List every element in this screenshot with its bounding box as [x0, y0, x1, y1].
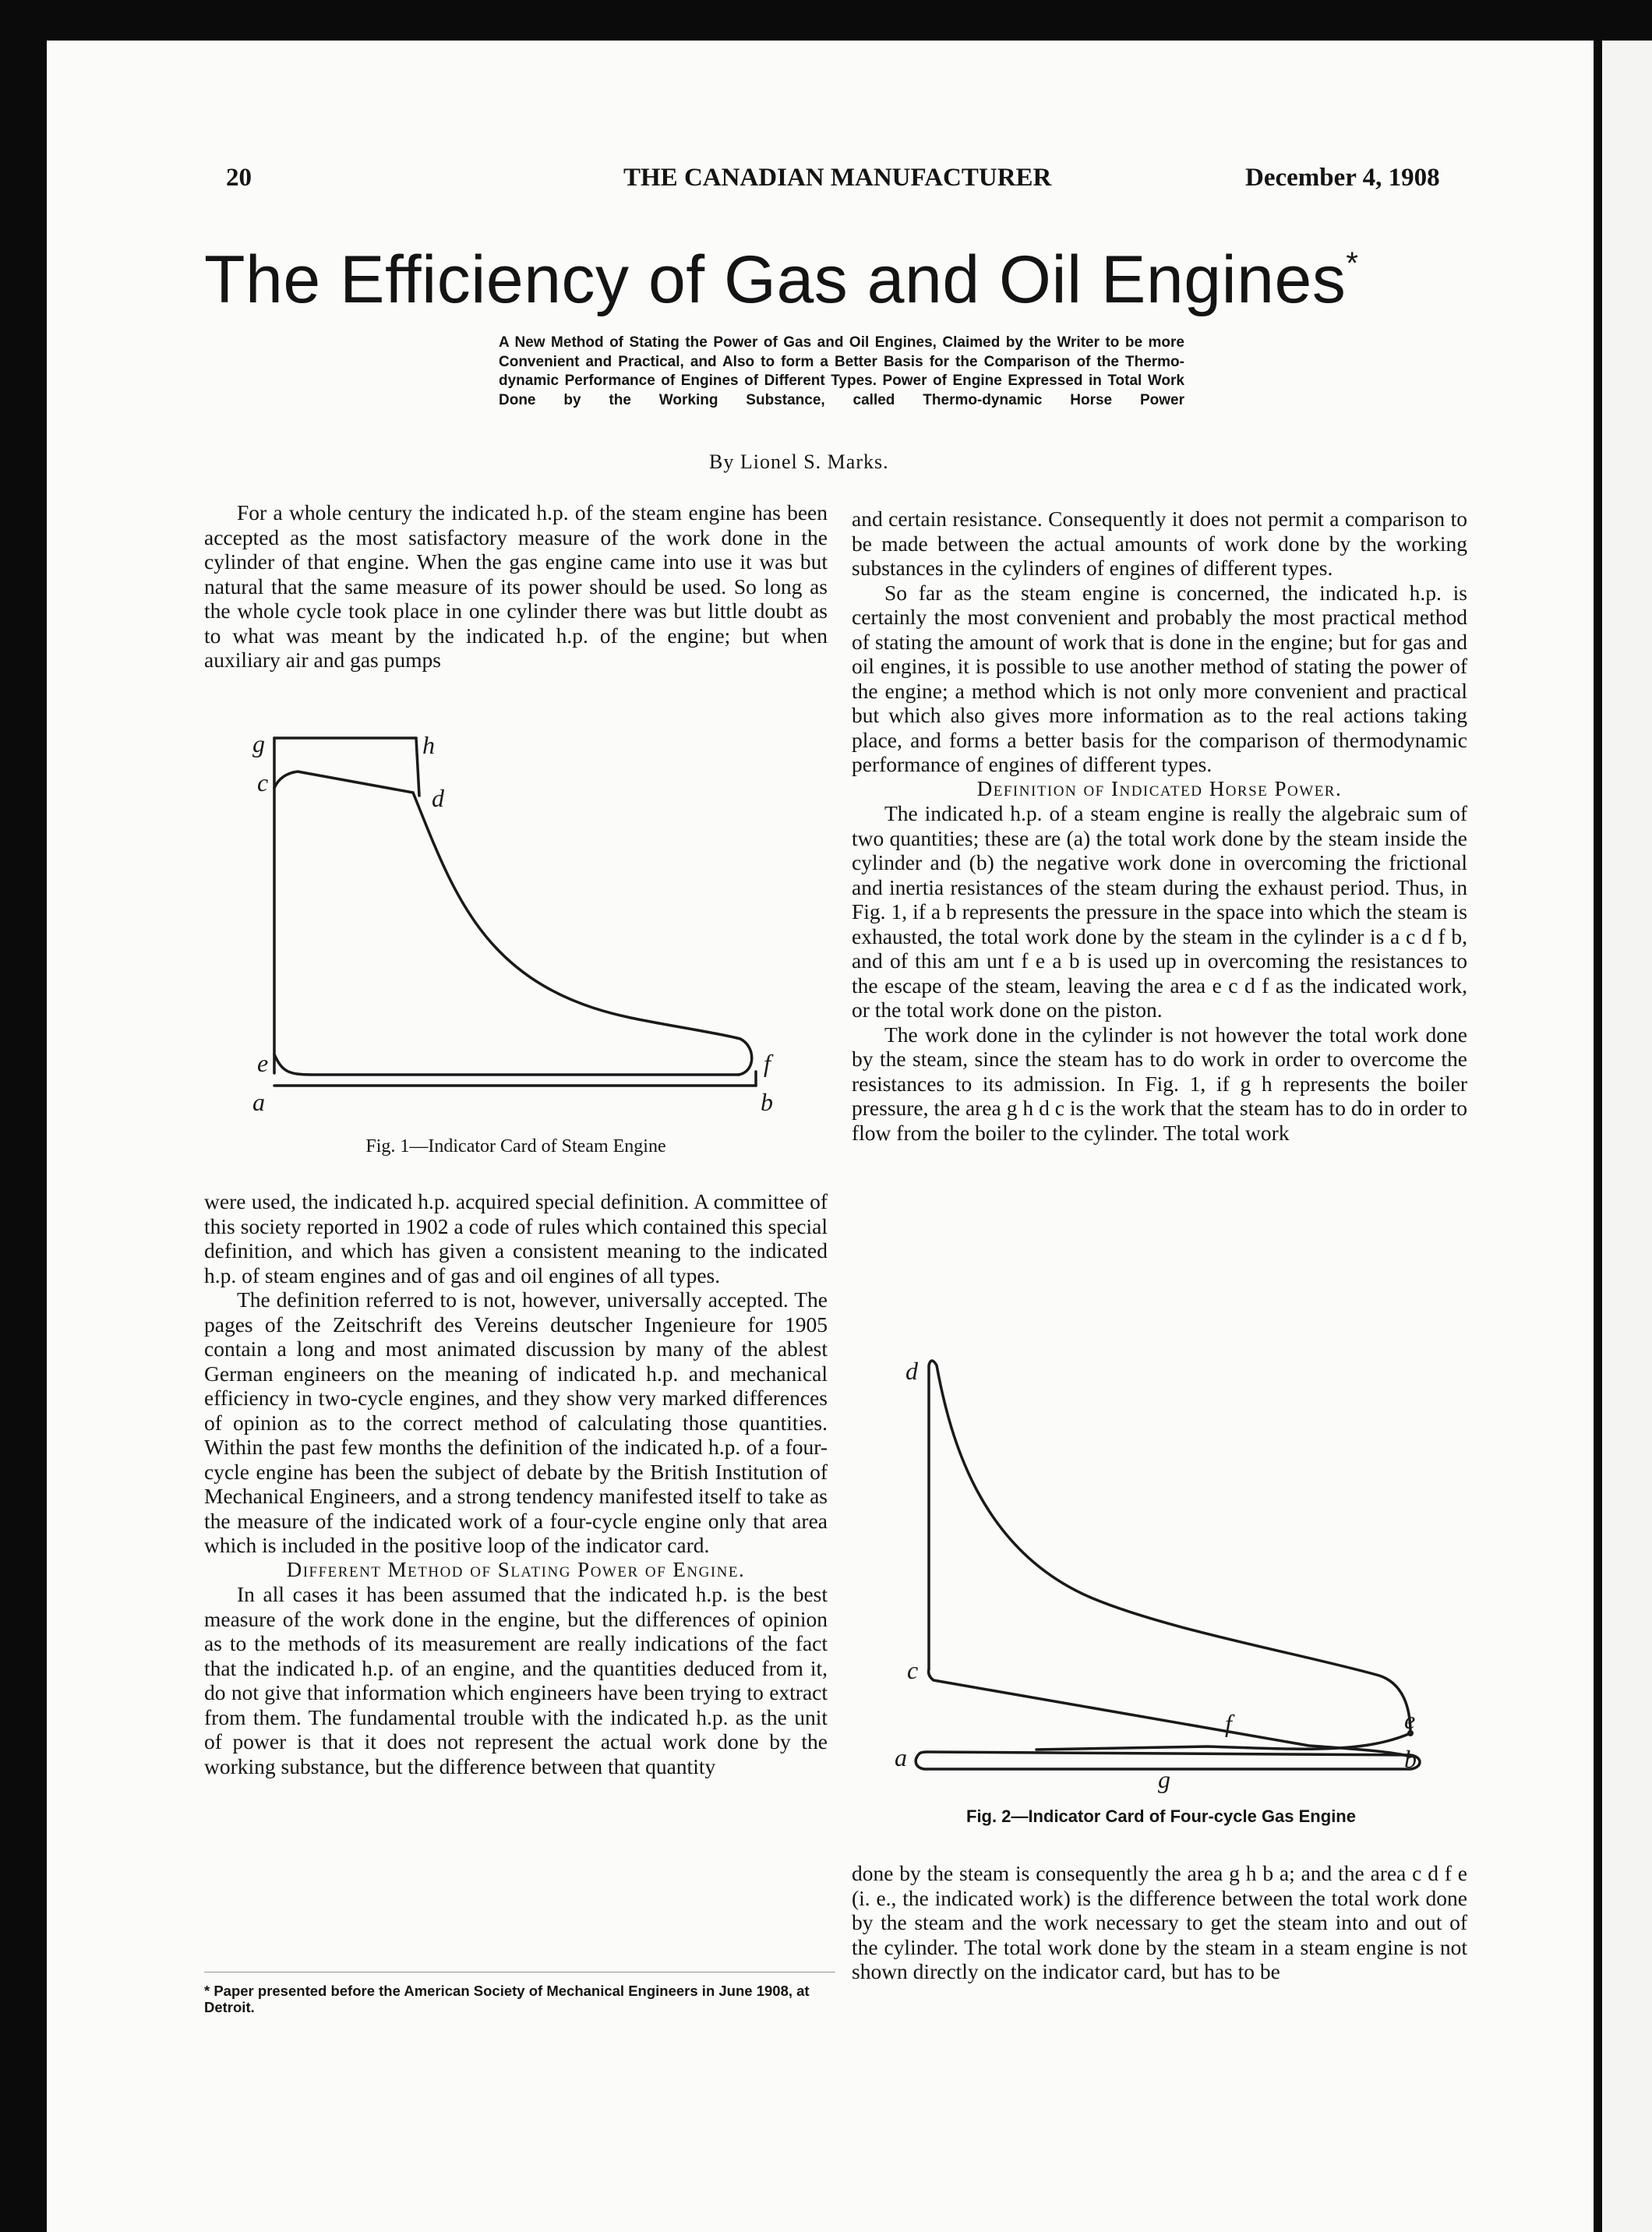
paragraph: The work done in the cylinder is not however the total work done by the steam, since the steam has to do work in order to overcome the resistances to its admission. In Fig. 1, if g h represents the boiler pressure, the area g h d c is the work that the steam has to do in order to flow from the boiler to the cylinder. The total work: [852, 1022, 1467, 1145]
fig1-label-f: f: [764, 1049, 771, 1077]
fig2-expansion-line-de: [929, 1361, 1410, 1733]
publication-title: THE CANADIAN MANUFACTURER: [623, 164, 1052, 192]
section-heading: Different Method of Slating Power of Engine.: [286, 1557, 746, 1581]
fig2-label-a: a: [895, 1743, 907, 1771]
fig1-label-b: b: [761, 1088, 773, 1116]
fig1-exhaust-line-ef: [274, 1054, 739, 1075]
paragraph: The indicated h.p. of a steam engine is really the algebraic sum of two quantities; these are (a) the total work done by the steam inside the cylinder and (b) the negative work done in overcoming the frictional and inertia resistances of the steam during the exhaust period. Thus, in Fig. 1, if a b represents the pressure in the space into which the steam is exhausted, the total work done by the steam in the cylinder is a c d f b, and of this am unt f e a b is used up in overcoming the resistances to the escape of the steam, leaving the area e c d f as the indicated work, or the total work done on the piston.: [852, 801, 1467, 1022]
article-title: [204, 242, 1482, 319]
fig1-label-g: g: [252, 729, 265, 758]
fig2-label-b: b: [1404, 1745, 1417, 1773]
right-column-bottom: [852, 1861, 1467, 1984]
fig2-label-c: c: [907, 1656, 919, 1684]
issue-date: December 4, 1908: [1245, 164, 1440, 192]
paragraph: were used, the indicated h.p. acquired special definition. A committee of this society reported in 1902 a code of rules which contained this special definition, and which has given a consistent meaning to the indicated h.p. of steam engines and of gas and oil engines of all types.: [204, 1189, 828, 1287]
article-title-text: The Efficiency of Gas and Oil Engines: [204, 242, 1347, 317]
fig1-label-e: e: [257, 1049, 269, 1077]
fig2-compression-line-cf: [929, 1669, 1410, 1757]
title-footnote-mark: *: [1346, 246, 1359, 281]
fig1-label-a: a: [252, 1088, 265, 1116]
footnote: * Paper presented before the American Society of Mechanical Engineers in June 1908, at Detroit.: [204, 1983, 810, 2015]
adjacent-page-edge: [1602, 41, 1652, 2232]
paragraph: So far as the steam engine is concerned, the indicated h.p. is certainly the most convenient and probably the most practical method of stating the amount of work that is done in the engine; but for gas and oil engines, it is possible to use another method of stating the power of the engine; a method which is not only more convenient and practical but which also gives more information as to the real actions taking place, and forms a better basis for the comparison of thermodynamic performance of engines of different types.: [852, 580, 1467, 776]
fig2-label-g: g: [1158, 1765, 1170, 1793]
fig1-label-h: h: [422, 731, 435, 759]
fig1-admission-line-cd: [274, 772, 413, 793]
page-number: 20: [226, 164, 252, 192]
fig1-expansion-line-df: [413, 793, 752, 1075]
figure-1-indicator-card: [249, 729, 795, 1134]
left-column-bottom: [204, 1189, 828, 1778]
fig1-line-hd: [416, 738, 419, 796]
figure-2-indicator-card: [895, 1348, 1442, 1793]
fig1-label-d: d: [432, 784, 444, 812]
fig1-label-c: c: [257, 768, 269, 796]
paragraph: For a whole century the indicated h.p. of the steam engine has been accepted as the most satisfactory measure of the work done in the cylinder of that engine. When the gas engine came into use it was but natural that the same measure of its power should be used. So long as the whole cycle took place in one cylinder there was but little doubt as to what was meant by the indicated h.p. of the engine; but when auxiliary air and gas pumps: [204, 500, 828, 672]
left-column-top: [204, 500, 828, 673]
fig2-label-d: d: [905, 1357, 918, 1385]
paragraph: and certain resistance. Consequently it does not permit a comparison to be made between the actual amounts of work done by the working substances in the cylinders of engines of different types.: [852, 507, 1467, 580]
figure-1-caption: Fig. 1—Indicator Card of Steam Engine: [365, 1136, 666, 1157]
fig2-exhaust-line-ef: [1036, 1733, 1410, 1750]
byline: By Lionel S. Marks.: [709, 450, 889, 473]
paragraph: The definition referred to is not, however, universally accepted. The pages of the Zeitschrift des Vereins deutscher Ingenieure for 1905 contain a long and most animated discussion by many of the ablest German engineers on the meaning of indicated h.p. and mechanical efficiency in two-cycle engines, and they show very marked differences of opinion as to the correct method of calculating those quantities. Within the past few months the definition of the indicated h.p. of a four-cycle engine has been the subject of debate by the British Institution of Mechanical Engineers, and a strong tendency manifested itself to take as the measure of the indicated work of a four-cycle engine only that area which is included in the positive loop of the indicator card.: [204, 1287, 828, 1557]
paragraph: In all cases it has been assumed that the indicated h.p. is the best measure of the work done in the engine, but the differences of opinion as to the methods of its measurement are really indications of the fact that the indicated h.p. of an engine, and the quantities deduced from it, do not give that information which engineers have been trying to extract from them. The fundamental trouble with the indicated h.p. as the unit of power is that it does not represent the actual work done by the working substance, but the difference between that quantity: [204, 1582, 828, 1778]
fig2-label-f: f: [1225, 1709, 1232, 1737]
right-column-top: [852, 507, 1467, 1145]
paragraph: done by the steam is consequently the area g h b a; and the area c d f e (i. e., the indicated work) is the difference between the total work done by the steam and the work necessary to get the steam into and out of the cylinder. The total work done by the steam in a steam engine is not shown directly on the indicator card, but has to be: [852, 1861, 1467, 1983]
fig2-label-e: e: [1404, 1706, 1416, 1734]
figure-2-caption: Fig. 2—Indicator Card of Four-cycle Gas Engine: [966, 1806, 1356, 1826]
article-subtitle: A New Method of Stating the Power of Gas and Oil Engines, Claimed by the Writer to be more Convenient and Practical, and Also to form a Better Basis for the Comparison of the Thermo-dynamic Performance of Engines of Different Types. Power of Engine Expressed in Total Work Done by the Working Substance, called Thermo-dynamic Horse Power: [499, 334, 1184, 408]
section-heading: Definition of Indicated Horse Power.: [976, 776, 1343, 800]
